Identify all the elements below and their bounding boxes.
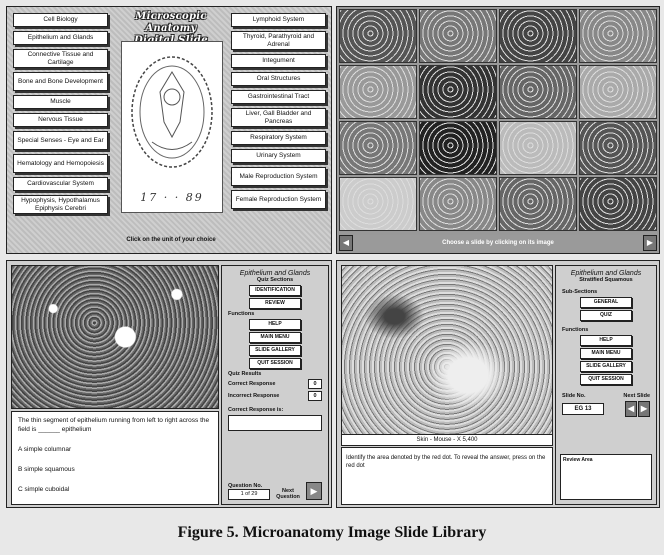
unit-button[interactable]: Respiratory System <box>231 131 326 145</box>
incorrect-row <box>228 391 322 401</box>
slide-thumbnail[interactable] <box>579 177 657 231</box>
panel-subtitle: Quiz Sections <box>256 277 294 283</box>
slide-controls-row <box>562 401 650 417</box>
functions-label: Functions <box>562 327 589 333</box>
answer-text: Identify the area denoted by the red dot. To reveal the answer, press on the red dot <box>346 455 546 469</box>
unit-button[interactable]: Thyroid, Parathyroid and Adrenal <box>231 31 326 50</box>
slide-thumbnail[interactable] <box>339 121 417 175</box>
slide-thumbnail[interactable] <box>579 9 657 63</box>
slide-no-label: Slide No. <box>562 393 586 399</box>
review-area-label: Review Area <box>563 457 593 463</box>
question-no-label: Question No. <box>228 483 263 489</box>
help-button[interactable]: HELP <box>249 319 301 330</box>
slide-thumbnail[interactable] <box>419 177 497 231</box>
answer-field <box>228 415 322 431</box>
slide-thumbnail-grid <box>339 9 657 231</box>
functions-label: Functions <box>228 311 255 317</box>
slide-gallery-button[interactable]: SLIDE GALLERY <box>580 361 632 372</box>
identification-button[interactable]: IDENTIFICATION <box>249 285 301 296</box>
slide-gallery-button[interactable]: SLIDE GALLERY <box>249 345 301 356</box>
slide-arrows <box>625 401 650 417</box>
question-nav <box>228 482 322 500</box>
answer-option[interactable]: A simple columnar <box>18 446 72 453</box>
slide-number-row <box>562 393 650 399</box>
question-number-group <box>228 483 270 500</box>
unit-button[interactable]: Female Reproduction System <box>231 190 326 209</box>
review-area <box>560 454 652 500</box>
unit-button[interactable]: Special Senses - Eye and Ear <box>13 131 108 150</box>
sub-sections-label: Sub-Sections <box>562 289 598 295</box>
main-menu-button[interactable]: MAIN MENU <box>580 348 632 359</box>
quit-session-button[interactable]: QUIT SESSION <box>249 358 301 369</box>
incorrect-count: 0 <box>308 391 322 401</box>
unit-button[interactable]: Male Reproduction System <box>231 167 326 186</box>
figure-caption: Figure 5. Microanatomy Image Slide Library <box>177 524 487 541</box>
quiz-control-panel <box>221 265 329 505</box>
slide-thumbnail[interactable] <box>499 177 577 231</box>
unit-button[interactable]: Gastrointestinal Tract <box>231 90 326 104</box>
next-question-label: Next Question <box>276 488 300 500</box>
viewer-control-panel <box>555 265 657 505</box>
slide-thumbnail[interactable] <box>499 121 577 175</box>
unit-menu-left <box>13 13 108 218</box>
slide-thumbnail[interactable] <box>339 9 417 63</box>
slide-number-field[interactable]: EG 13 <box>562 403 604 415</box>
click-hint: Click on the unit of your choice <box>126 237 216 243</box>
unit-button[interactable]: Nervous Tissue <box>13 113 108 127</box>
question-box <box>11 411 219 505</box>
next-slide-label: Next Slide <box>623 393 650 399</box>
gallery-next-button[interactable]: ▶ <box>643 235 657 251</box>
slide-thumbnail[interactable] <box>579 65 657 119</box>
unit-button[interactable]: Integument <box>231 54 326 68</box>
slide-gallery-screen <box>336 6 660 254</box>
main-menu-screen <box>6 6 332 254</box>
answer-box <box>341 447 553 505</box>
quiz-screen <box>6 260 332 508</box>
slide-thumbnail[interactable] <box>339 65 417 119</box>
slide-thumbnail[interactable] <box>419 65 497 119</box>
slide-thumbnail[interactable] <box>419 9 497 63</box>
slide-thumbnail[interactable] <box>339 177 417 231</box>
answer-option[interactable]: C simple cuboidal <box>18 486 70 493</box>
slide-thumbnail[interactable] <box>419 121 497 175</box>
unit-button[interactable]: Muscle <box>13 95 108 109</box>
unit-button[interactable]: Hypophysis, Hypothalamus Epiphysis Cerebri <box>13 195 108 214</box>
main-menu-button[interactable]: MAIN MENU <box>249 332 301 343</box>
answer-option[interactable]: B simple squamous <box>18 466 75 473</box>
slide-thumbnail[interactable] <box>499 65 577 119</box>
panel-subtitle: Stratified Squamous <box>579 277 633 283</box>
unit-menu-right <box>231 13 326 213</box>
unit-button[interactable]: Connective Tissue and Cartilage <box>13 49 108 68</box>
unit-button[interactable]: Epithelium and Glands <box>13 31 108 45</box>
panel-title: Epithelium and Glands <box>570 270 642 277</box>
unit-button[interactable]: Bone and Bone Development <box>13 72 108 91</box>
unit-button[interactable]: Cardiovascular System <box>13 177 108 191</box>
general-button[interactable]: GENERAL <box>580 297 632 308</box>
question-text: The thin segment of epithelium running from left to right across the field is ______ epithelium <box>18 417 210 433</box>
next-slide-button[interactable]: ▶ <box>638 401 650 417</box>
slide-thumbnail[interactable] <box>579 121 657 175</box>
help-button[interactable]: HELP <box>580 335 632 346</box>
quiz-results-label: Quiz Results <box>228 371 262 377</box>
gallery-status-text: Choose a slide by clicking on its image <box>442 240 554 246</box>
unit-button[interactable]: Lymphoid System <box>231 13 326 27</box>
epithelium-micrograph <box>11 265 219 409</box>
unit-button[interactable]: Cell Biology <box>13 13 108 27</box>
gallery-prev-button[interactable]: ◀ <box>339 235 353 251</box>
skin-micrograph[interactable] <box>341 265 553 435</box>
panel-title: Epithelium and Glands <box>239 270 311 277</box>
library-title-line1: Microscopic Anatomy <box>135 11 207 34</box>
slide-caption: Skin - Mouse - X 5,400 <box>341 434 553 446</box>
incorrect-label: Incorrect Response <box>228 393 280 399</box>
correct-count: 0 <box>308 379 322 389</box>
correct-row <box>228 379 322 389</box>
unit-button[interactable]: Urinary System <box>231 149 326 163</box>
answer-label: Correct Response is: <box>228 407 284 413</box>
slide-viewer-screen <box>336 260 660 508</box>
prev-slide-button[interactable]: ◀ <box>625 401 637 417</box>
unit-button[interactable]: Liver, Gall Bladder and Pancreas <box>231 108 326 127</box>
gallery-nav-bar <box>339 235 657 251</box>
quiz-button[interactable]: QUIZ <box>580 310 632 321</box>
unit-button[interactable]: Hematology and Hemopoiesis <box>13 154 108 173</box>
slide-thumbnail[interactable] <box>499 9 577 63</box>
university-seal <box>121 41 223 213</box>
correct-label: Correct Response <box>228 381 276 387</box>
review-button[interactable]: REVIEW <box>249 298 301 309</box>
unit-button[interactable]: Oral Structures <box>231 72 326 86</box>
library-title-area <box>115 11 227 247</box>
next-question-button[interactable]: ▶ <box>306 482 322 500</box>
seal-icon <box>122 42 222 212</box>
quit-session-button[interactable]: QUIT SESSION <box>580 374 632 385</box>
seal-years: 17 · · 89 <box>140 191 204 204</box>
question-counter: 1 of 29 <box>228 489 270 500</box>
